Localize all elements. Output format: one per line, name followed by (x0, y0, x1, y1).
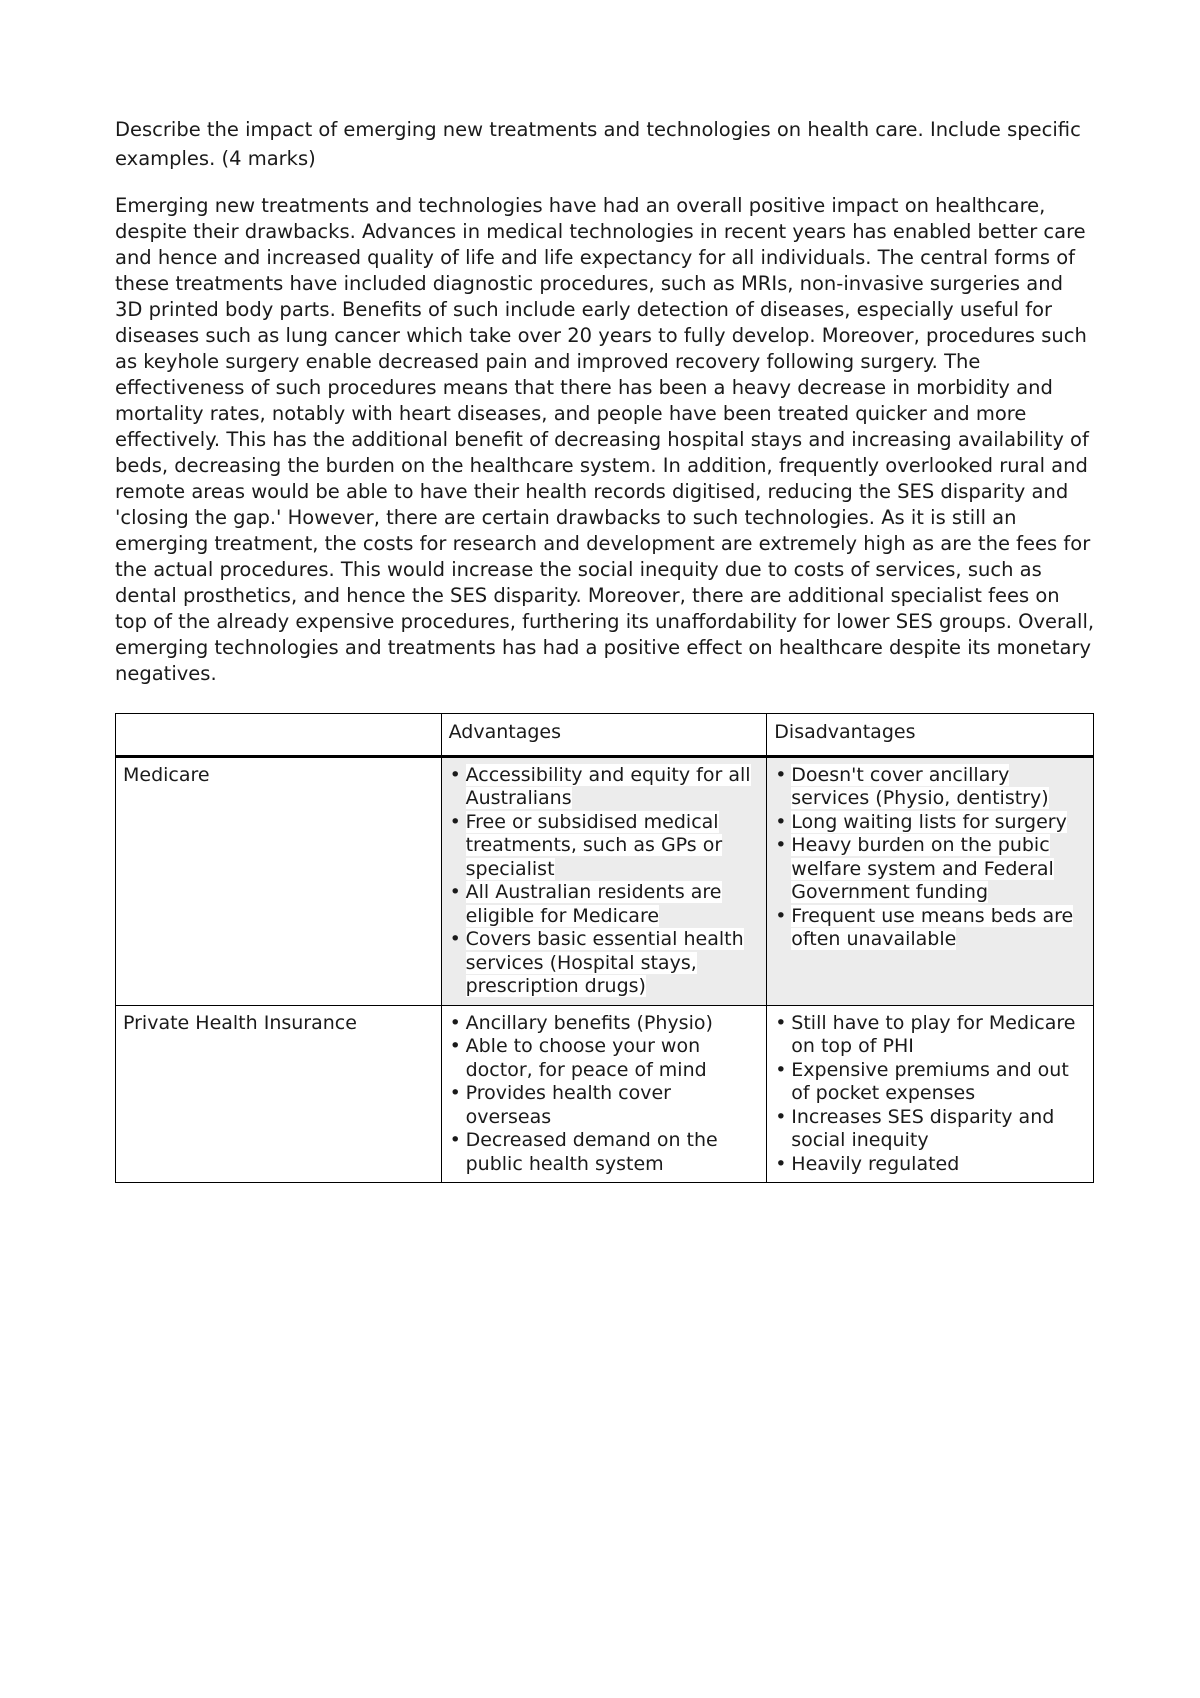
list-item: • Long waiting lists for surgery (775, 810, 1067, 833)
bullet-list (774, 1012, 1086, 1177)
row-label-private-health-insurance: Private Health Insurance (116, 1005, 442, 1183)
table-row-medicare (116, 756, 1094, 1005)
bullet-icon: • (775, 1011, 787, 1034)
list-item: • Covers basic essential health services (Hospital stays, prescription drugs) (449, 928, 744, 997)
document-page (115, 115, 1095, 1183)
bullet-icon: • (449, 1035, 461, 1057)
bullet-icon: • (775, 1152, 787, 1175)
list-item: • Accessibility and equity for all Australians (449, 763, 751, 809)
list-item: • Expensive premiums and out of pocket expenses (775, 1058, 1069, 1104)
phi-advantages (441, 1005, 767, 1183)
bullet-icon: • (449, 928, 461, 950)
list-item: • Still have to play for Medicare on top of PHI (775, 1011, 1076, 1057)
table-row-private-health-insurance (116, 1005, 1094, 1183)
question-text: Describe the impact of emerging new treatments and technologies on health care. Include specific examples. (4 marks) (115, 118, 1081, 170)
bullet-icon: • (449, 881, 461, 903)
phi-disadvantages (767, 1005, 1094, 1183)
list-item: • Heavily regulated (775, 1152, 960, 1175)
list-item: • All Australian residents are eligible for Medicare (449, 881, 722, 927)
list-item: • Provides health cover overseas (449, 1082, 671, 1128)
list-item: • Increases SES disparity and social inequity (775, 1105, 1055, 1151)
bullet-icon: • (775, 1058, 787, 1081)
row-label-medicare: Medicare (116, 756, 442, 1005)
bullet-icon: • (449, 810, 461, 833)
header-empty-cell (116, 714, 442, 757)
list-item: • Frequent use means beds are often unavailable (775, 904, 1074, 950)
medicare-advantages (441, 756, 767, 1005)
list-item: • Doesn't cover ancillary services (Physio, dentistry) (775, 763, 1049, 809)
comparison-table (115, 713, 1094, 1183)
bullet-icon: • (775, 834, 787, 856)
bullet-icon: • (449, 1011, 461, 1034)
bullet-icon: • (775, 810, 787, 833)
header-advantages: Advantages (441, 714, 767, 757)
bullet-icon: • (775, 763, 787, 786)
list-item: • Free or subsidised medical treatments, such as GPs or specialist (449, 810, 723, 880)
bullet-icon: • (449, 763, 461, 786)
header-disadvantages: Disadvantages (767, 714, 1094, 757)
bullet-list (449, 764, 760, 999)
table-header-row (116, 714, 1094, 757)
list-item: • Decreased demand on the public health system (449, 1129, 718, 1175)
bullet-list (774, 764, 1086, 952)
list-item: • Heavy burden on the pubic welfare system and Federal Government funding (775, 834, 1054, 903)
list-item: • Able to choose your won doctor, for peace of mind (449, 1035, 707, 1081)
list-item: • Ancillary benefits (Physio) (449, 1011, 713, 1034)
medicare-disadvantages (767, 756, 1094, 1005)
bullet-icon: • (449, 1129, 461, 1151)
bullet-list (449, 1012, 760, 1177)
bullet-icon: • (775, 904, 787, 927)
bullet-icon: • (775, 1105, 787, 1128)
answer-paragraph: Emerging new treatments and technologies have had an overall positive impact on healthcare, despite their drawbacks. Advances in medical technologies in recent years has enabled better care and hence and increased quality of life and life expectancy for all individuals. The central forms of these treatments have included diagnostic procedures, such as MRIs, non-invasive surgeries and 3D printed body parts. Benefits of such include early detection of diseases, especially useful for diseases such as lung cancer which take over 20 years to fully develop. Moreover, procedures such as keyhole surgery enable decreased pain and improved recovery following surgery. The effectiveness of such procedures means that there has been a heavy decrease in morbidity and mortality rates, notably with heart diseases, and people have been treated quicker and more effectively. This has the additional benefit of decreasing hospital stays and increasing availability of beds, decreasing the burden on the healthcare system. In addition, frequently overlooked rural and remote areas would be able to have their health records digitised, reducing the SES disparity and 'closing the gap.' However, there are certain drawbacks to such technologies. As it is still an emerging treatment, the costs for research and development are extremely high as are the fees for the actual procedures. This would increase the social inequity due to costs of services, such as dental prosthetics, and hence the SES disparity. Moreover, there are additional specialist fees on top of the already expensive procedures, furthering its unaffordability for lower SES groups. Overall, emerging technologies and treatments has had a positive effect on healthcare despite its monetary negatives. (115, 194, 1095, 685)
bullet-icon: • (449, 1082, 461, 1104)
